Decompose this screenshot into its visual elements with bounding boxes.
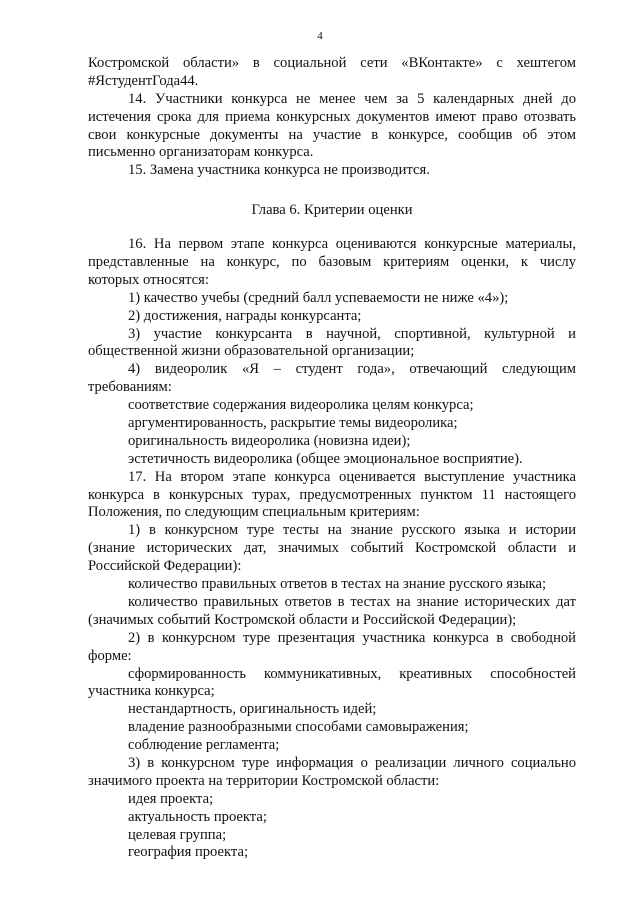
text-line: которых относятся: xyxy=(88,271,209,288)
text-line: 3) в конкурсном туре информация о реализации личного социально xyxy=(128,754,576,771)
text-line: география проекта; xyxy=(128,844,248,861)
text-line: сформированность коммуникативных, креативных способностей xyxy=(128,665,576,682)
text-line: 2) в конкурсном туре презентация участника конкурса в свободной xyxy=(128,629,576,646)
text-line: владение разнообразными способами самовыражения; xyxy=(128,719,469,736)
text-line: 14. Участники конкурса не менее чем за 5 календарных дней до xyxy=(128,90,576,107)
text-line: Костромской области» в социальной сети «ВКонтакте» с хештегом xyxy=(88,55,576,71)
text-line: 1) качество учебы (средний балл успеваемости не ниже «4»); xyxy=(128,289,509,306)
text-line: количество правильных ответов в тестах на знание русского языка; xyxy=(128,576,547,593)
text-line: соответствие содержания видеоролика целям конкурса; xyxy=(128,397,474,414)
text-line: 16. На первом этапе конкурса оцениваются конкурсные материалы, xyxy=(128,236,576,253)
text-line: количество правильных ответов в тестах на знание исторических дат xyxy=(128,593,576,610)
text-line: значимого проекта на территории Костромской области: xyxy=(88,772,440,789)
paragraphs-after-heading xyxy=(88,236,576,862)
text-line: конкурса в конкурсных турах, предусмотренных пунктом 11 настоящего xyxy=(88,486,576,503)
text-line: 4) видеоролик «Я – студент года», отвечающий следующим xyxy=(128,361,576,378)
chapter-heading: Глава 6. Критерии оценки xyxy=(251,202,413,219)
text-line: письменно организаторам конкурса. xyxy=(88,144,314,161)
text-line: 1) в конкурсном туре тесты на знание русского языка и истории xyxy=(128,522,576,539)
text-line: 17. На втором этапе конкурса оценивается выступление участника xyxy=(128,468,576,485)
paragraphs-before-heading xyxy=(88,55,576,180)
page-number: 4 xyxy=(317,30,323,42)
text-line: #ЯстудентГода44. xyxy=(88,72,199,89)
text-line: 15. Замена участника конкурса не производится. xyxy=(128,162,430,179)
text-line: требованиям: xyxy=(88,379,172,396)
text-line: истечения срока для приема конкурсных документов имеют право отозвать xyxy=(88,108,576,125)
text-line: 3) участие конкурсанта в научной, спортивной, культурной и xyxy=(128,325,576,342)
text-line: (знание исторических дат, значимых событий Костромской области и xyxy=(88,540,576,557)
text-line: нестандартность, оригинальность идей; xyxy=(128,701,377,718)
text-line: форме: xyxy=(88,647,132,664)
text-line: участника конкурса; xyxy=(88,683,215,700)
text-line: эстетичность видеоролика (общее эмоциональное восприятие). xyxy=(128,450,523,467)
text-line: аргументированность, раскрытие темы видеоролика; xyxy=(128,415,458,432)
text-line: идея проекта; xyxy=(128,790,214,807)
text-line: 2) достижения, награды конкурсанта; xyxy=(128,307,362,324)
text-line: представленные на конкурс, по базовым критериям оценки, к числу xyxy=(88,254,576,271)
text-line: Российской Федерации): xyxy=(88,558,242,575)
text-line: (значимых событий Костромской области и Российской Федерации); xyxy=(88,611,517,628)
text-line: оригинальность видеоролика (новизна идеи); xyxy=(128,432,411,449)
text-line: актуальность проекта; xyxy=(128,808,267,825)
text-line: Положения, по следующим специальным критериям: xyxy=(88,504,420,521)
document-body xyxy=(88,55,576,862)
text-line: целевая группа; xyxy=(128,826,227,843)
text-line: общественной жизни образовательной организации; xyxy=(88,343,415,360)
text-line: соблюдение регламента; xyxy=(128,737,280,754)
text-line: свои конкурсные документы на участие в конкурсе, сообщив об этом xyxy=(88,126,576,143)
